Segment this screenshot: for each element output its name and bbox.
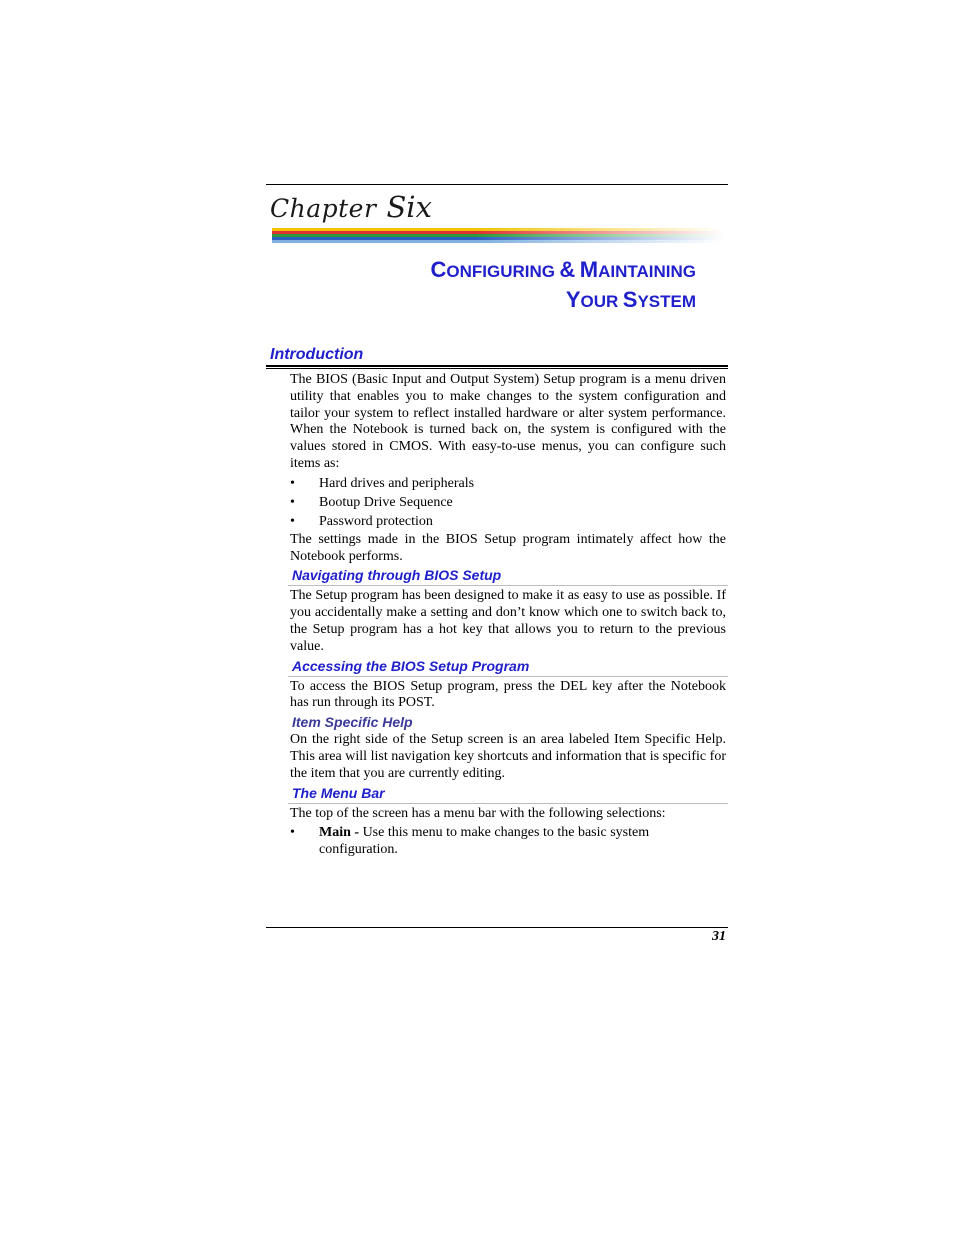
accessing-paragraph: To access the BIOS Setup program, press the DEL key after the Notebook has run through its POST. <box>290 678 726 711</box>
bottom-rule <box>266 927 728 928</box>
color-stripe-lightblue <box>272 240 724 243</box>
navigating-paragraph: The Setup program has been designed to make it as easy to use as possible. If you accidentally make a setting and don’t know which one to switch back to, the Setup program has a hot key that allows you to return to the previous value. <box>290 588 726 654</box>
bullet-glyph: • <box>290 475 295 491</box>
top-rule <box>266 184 728 185</box>
navigating-heading: Navigating through BIOS Setup <box>292 567 502 584</box>
section-rule <box>288 676 728 677</box>
chapter-word: Chapter <box>270 194 377 223</box>
chapter-number-word: Six <box>386 190 432 224</box>
menu-item-description: Use this menu to make changes to the basic system configuration. <box>319 825 650 858</box>
list-item <box>290 824 726 858</box>
bullet-glyph: • <box>290 513 295 529</box>
introduction-heading: Introduction <box>270 346 364 363</box>
subtitle-line-2: YOUR SYSTEM <box>565 287 696 312</box>
subtitle-line-1: CONFIGURING & MAINTAINING <box>430 257 696 282</box>
chapter-title <box>270 190 432 224</box>
list-item: • Password protection <box>290 513 433 529</box>
intro-closing-paragraph: The settings made in the BIOS Setup program intimately affect how the Notebook performs. <box>290 531 726 564</box>
color-gradient-bar <box>272 228 724 243</box>
bullet-glyph: • <box>290 825 295 841</box>
chapter-subtitle <box>430 256 696 316</box>
body-column <box>290 372 726 858</box>
section-rule <box>288 585 728 586</box>
page-number: 31 <box>712 929 726 944</box>
menu-bar-paragraph: The top of the screen has a menu bar with the following selections: <box>290 805 666 821</box>
section-rule <box>288 803 728 804</box>
menu-item-label: Main - <box>319 825 360 841</box>
introduction-double-rule <box>266 365 728 369</box>
item-help-paragraph: On the right side of the Setup screen is an area labeled Item Specific Help. This area will list navigation key shortcuts and information that is specific for the item that you are currently editing. <box>290 732 726 781</box>
accessing-heading: Accessing the BIOS Setup Program <box>292 657 530 674</box>
item-help-heading: Item Specific Help <box>292 714 413 731</box>
intro-paragraph: The BIOS (Basic Input and Output System) Setup program is a menu driven utility that enables you to make changes to the system configuration and tailor your system to reflect installed hardware or alter system performance. When the Notebook is turned back on, the system is configured with the values stored in CMOS. With easy-to-use menus, you can configure such items as: <box>290 372 726 471</box>
list-item: • Bootup Drive Sequence <box>290 494 453 510</box>
document-page <box>266 184 728 954</box>
menu-bar-heading: The Menu Bar <box>292 784 385 801</box>
list-item: • Hard drives and peripherals <box>290 475 475 491</box>
bullet-glyph: • <box>290 494 295 510</box>
